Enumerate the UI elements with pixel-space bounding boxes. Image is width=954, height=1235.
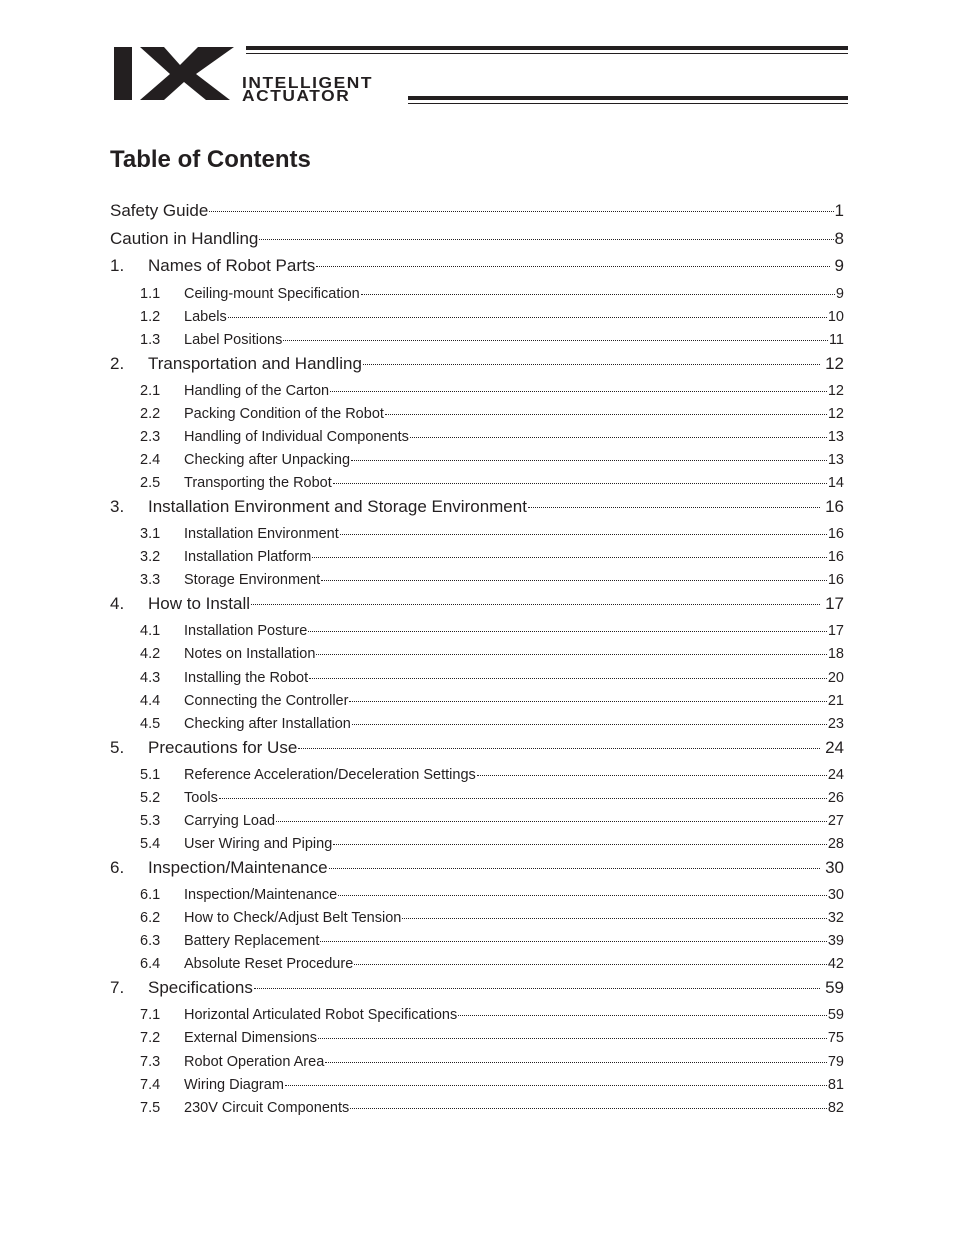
toc-entry-number: 2.5 (140, 475, 161, 491)
toc-entry-label: Robot Operation Area (184, 1054, 325, 1070)
toc-entry[interactable] (110, 956, 844, 972)
ix-logo-icon (112, 44, 236, 102)
dot-leader (276, 820, 827, 822)
dot-leader (329, 867, 821, 869)
toc-entry-label: Installation Environment (184, 526, 339, 542)
toc-entry[interactable] (110, 332, 844, 348)
dot-leader (209, 210, 833, 212)
toc-entry-page: 24 (825, 738, 844, 757)
toc-entry[interactable] (110, 646, 844, 662)
toc-entry[interactable] (110, 813, 844, 829)
toc-entry-label: Battery Replacement (184, 933, 320, 949)
toc-entry[interactable] (110, 978, 844, 998)
dot-leader (321, 579, 827, 581)
toc-entry-page: 17 (825, 594, 844, 613)
toc-entry[interactable] (110, 738, 844, 758)
toc-entry[interactable] (110, 1100, 844, 1116)
dot-leader (298, 747, 820, 749)
toc-entry-label: How to Install (148, 594, 251, 613)
brand-name-line2: ACTUATOR (242, 88, 351, 105)
toc-entry-number: 2.3 (140, 429, 161, 445)
toc-entry-number: 1.1 (140, 286, 161, 302)
toc-entry-page: 82 (827, 1100, 844, 1116)
toc-entry-page: 21 (827, 693, 844, 709)
toc-entry[interactable] (110, 858, 844, 878)
dot-leader (352, 723, 827, 725)
toc-entry-label: How to Check/Adjust Belt Tension (184, 910, 402, 926)
toc-entry-page: 75 (827, 1030, 844, 1046)
dot-leader (350, 1107, 827, 1109)
dot-leader (338, 894, 827, 896)
toc-entry-label: Checking after Installation (184, 716, 351, 732)
toc-entry[interactable] (110, 354, 844, 374)
toc-entry-label: Installation Posture (184, 623, 308, 639)
toc-entry-number: 5. (110, 738, 125, 757)
dot-leader (333, 843, 827, 845)
toc-entry-page: 20 (827, 670, 844, 686)
toc-entry-page: 16 (825, 497, 844, 516)
toc-entry-number: 4.5 (140, 716, 161, 732)
dot-leader (349, 700, 826, 702)
toc-entry[interactable] (110, 910, 844, 926)
toc-entry[interactable] (110, 933, 844, 949)
toc-entry-page: 10 (827, 309, 844, 325)
toc-entry-number: 2.4 (140, 452, 161, 468)
dot-leader (325, 1061, 827, 1063)
dot-leader (340, 533, 827, 535)
toc-entry-number: 5.1 (140, 767, 161, 783)
toc-entry-number: 5.4 (140, 836, 161, 852)
toc-entry-number: 7.4 (140, 1077, 161, 1093)
toc-entry-page: 23 (827, 716, 844, 732)
dot-leader (402, 917, 827, 919)
toc-entry[interactable] (110, 452, 844, 468)
toc-entry-label: Carrying Load (184, 813, 276, 829)
toc-entry[interactable] (110, 406, 844, 422)
toc-entry-label: Checking after Unpacking (184, 452, 351, 468)
toc-entry-number: 2. (110, 354, 125, 373)
toc-entry-page: 42 (827, 956, 844, 972)
toc-entry-label: Names of Robot Parts (148, 256, 316, 275)
toc-entry-label: 230V Circuit Components (184, 1100, 350, 1116)
dot-leader (410, 436, 827, 438)
toc-entry[interactable] (110, 309, 844, 325)
toc-entry-page: 12 (825, 354, 844, 373)
toc-entry-label: Connecting the Controller (184, 693, 349, 709)
dot-leader (354, 963, 827, 965)
toc-entry-number: 7. (110, 978, 125, 997)
toc-entry-label: Handling of the Carton (184, 383, 330, 399)
toc-entry-label: Absolute Reset Procedure (184, 956, 354, 972)
toc-entry-page: 17 (827, 623, 844, 639)
toc-entry-label: Safety Guide (110, 201, 209, 220)
brand-name-line1: INTELLIGENT (242, 75, 374, 92)
toc-entry-page: 30 (825, 858, 844, 877)
toc-entry-number: 6.2 (140, 910, 161, 926)
toc-entry-label: Installation Environment and Storage Environment (148, 497, 527, 516)
toc-entry[interactable] (110, 286, 844, 302)
header-rule (408, 96, 848, 100)
dot-leader (316, 653, 826, 655)
toc-entry-label: Wiring Diagram (184, 1077, 284, 1093)
toc-entry-page: 39 (827, 933, 844, 949)
toc-entry-number: 4.4 (140, 693, 161, 709)
toc-entry-page: 8 (834, 229, 844, 248)
toc-entry-label: User Wiring and Piping (184, 836, 333, 852)
toc-entry-page: 13 (827, 429, 844, 445)
toc-entry-label: Tools (184, 790, 218, 806)
dot-leader (251, 603, 820, 605)
toc-entry-number: 3. (110, 497, 125, 516)
toc-entry[interactable] (110, 716, 844, 732)
toc-entry[interactable] (110, 1077, 844, 1093)
toc-entry-number: 1. (110, 256, 125, 275)
dot-leader (330, 390, 827, 392)
dot-leader (219, 797, 827, 799)
toc-entry[interactable] (110, 887, 844, 903)
toc-entry-number: 4. (110, 594, 125, 613)
toc-entry-page: 16 (827, 526, 844, 542)
toc-entry-label: Storage Environment (184, 572, 321, 588)
toc-entry-page: 27 (827, 813, 844, 829)
toc-entry-label: Specifications (148, 978, 253, 997)
toc-entry[interactable] (110, 526, 844, 542)
toc-entry-page: 28 (827, 836, 844, 852)
toc-entry-number: 6.4 (140, 956, 161, 972)
brand-header (112, 44, 852, 106)
toc-entry-number: 4.1 (140, 623, 161, 639)
dot-leader (458, 1014, 827, 1016)
toc-entry[interactable] (110, 429, 844, 445)
toc-entry-page: 26 (827, 790, 844, 806)
toc-entry-label: Transporting the Robot (184, 475, 332, 491)
dot-leader (259, 238, 833, 240)
toc-entry-page: 12 (827, 383, 844, 399)
toc-entry-page: 59 (827, 1007, 844, 1023)
toc-entry-number: 3.1 (140, 526, 161, 542)
toc-entry-number: 4.3 (140, 670, 161, 686)
header-rule (246, 53, 848, 54)
toc-entry-number: 6.1 (140, 887, 161, 903)
toc-entry-label: External Dimensions (184, 1030, 317, 1046)
toc-entry[interactable] (110, 475, 844, 491)
toc-entry-page: 30 (827, 887, 844, 903)
page-title: Table of Contents (110, 146, 311, 173)
toc-entry-label: Installing the Robot (184, 670, 309, 686)
toc-entry[interactable] (110, 1007, 844, 1023)
dot-leader (385, 413, 827, 415)
dot-leader (316, 265, 829, 267)
toc-entry-label: Transportation and Handling (148, 354, 362, 373)
toc-entry-number: 7.2 (140, 1030, 161, 1046)
toc-entry-page: 59 (825, 978, 844, 997)
dot-leader (285, 1084, 827, 1086)
toc-entry-label: Inspection/Maintenance (184, 887, 338, 903)
dot-leader (318, 1037, 827, 1039)
toc-entry-page: 24 (827, 767, 844, 783)
dot-leader (333, 482, 827, 484)
toc-entry[interactable] (110, 201, 844, 221)
toc-entry-page: 16 (827, 549, 844, 565)
toc-entry-label: Ceiling-mount Specification (184, 286, 360, 302)
toc-entry-page: 79 (827, 1054, 844, 1070)
toc-entry-page: 9 (834, 256, 844, 275)
toc-entry[interactable] (110, 693, 844, 709)
dot-leader (351, 459, 827, 461)
toc-entry[interactable] (110, 790, 844, 806)
toc-entry-number: 7.3 (140, 1054, 161, 1070)
toc-entry-number: 6. (110, 858, 125, 877)
toc-entry[interactable] (110, 594, 844, 614)
dot-leader (228, 316, 827, 318)
dot-leader (309, 677, 827, 679)
toc-entry-label: Label Positions (184, 332, 283, 348)
dot-leader (477, 774, 827, 776)
toc-entry-page: 11 (828, 332, 844, 348)
toc-entry[interactable] (110, 572, 844, 588)
toc-entry-label: Handling of Individual Components (184, 429, 409, 445)
toc-entry-page: 16 (827, 572, 844, 588)
toc-entry-number: 3.3 (140, 572, 161, 588)
toc-entry-number: 5.2 (140, 790, 161, 806)
toc-entry-page: 12 (827, 406, 844, 422)
toc-entry[interactable] (110, 836, 844, 852)
toc-entry-number: 2.2 (140, 406, 161, 422)
toc-entry-label: Reference Acceleration/Deceleration Settings (184, 767, 476, 783)
toc-entry-label: Inspection/Maintenance (148, 858, 328, 877)
toc-entry-label: Installation Platform (184, 549, 312, 565)
toc-entry-page: 13 (827, 452, 844, 468)
toc-entry-page: 9 (835, 286, 844, 302)
toc-entry-page: 1 (834, 201, 844, 220)
toc-entry-label: Precautions for Use (148, 738, 298, 757)
toc-entry[interactable] (110, 1054, 844, 1070)
dot-leader (312, 556, 827, 558)
toc-entry-number: 7.5 (140, 1100, 161, 1116)
toc-entry-number: 6.3 (140, 933, 161, 949)
toc-entry-label: Caution in Handling (110, 229, 259, 248)
toc-entry-number: 5.3 (140, 813, 161, 829)
toc-entry[interactable] (110, 1030, 844, 1046)
dot-leader (320, 940, 826, 942)
toc-entry[interactable] (110, 229, 844, 249)
toc-entry-label: Packing Condition of the Robot (184, 406, 384, 422)
toc-entry-number: 3.2 (140, 549, 161, 565)
toc-entry-number: 1.3 (140, 332, 161, 348)
dot-leader (363, 363, 820, 365)
toc-entry[interactable] (110, 670, 844, 686)
dot-leader (528, 506, 820, 508)
dot-leader (308, 630, 827, 632)
toc-entry[interactable] (110, 383, 844, 399)
toc-entry[interactable] (110, 767, 844, 783)
toc-entry-label: Horizontal Articulated Robot Specifications (184, 1007, 458, 1023)
toc-entry[interactable] (110, 497, 844, 517)
header-rule (408, 103, 848, 104)
toc-entry-number: 2.1 (140, 383, 161, 399)
toc-entry[interactable] (110, 623, 844, 639)
toc-entry-number: 7.1 (140, 1007, 161, 1023)
toc-entry[interactable] (110, 256, 844, 276)
toc-entry-page: 32 (827, 910, 844, 926)
header-rule (246, 46, 848, 50)
toc-entry-label: Notes on Installation (184, 646, 316, 662)
dot-leader (361, 293, 835, 295)
toc-entry-number: 1.2 (140, 309, 161, 325)
toc-entry-label: Labels (184, 309, 227, 325)
dot-leader (254, 987, 820, 989)
dot-leader (283, 339, 828, 341)
toc-entry-page: 14 (827, 475, 844, 491)
toc-entry[interactable] (110, 549, 844, 565)
toc-entry-page: 18 (827, 646, 844, 662)
toc-entry-number: 4.2 (140, 646, 161, 662)
toc-entry-page: 81 (827, 1077, 844, 1093)
